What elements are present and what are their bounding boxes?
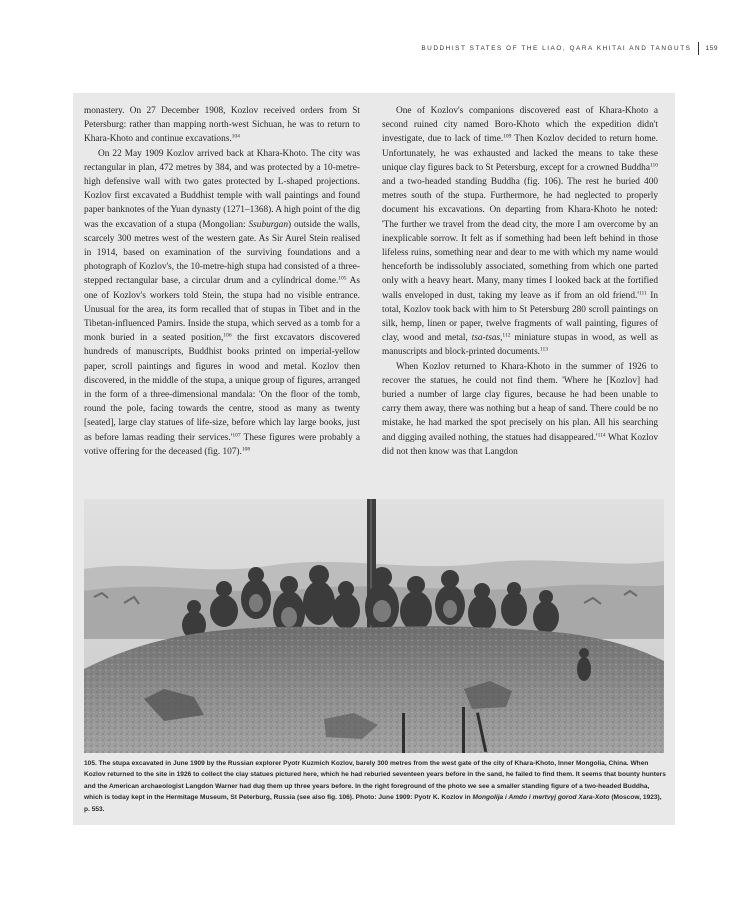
stupa-excavation-photo: [84, 499, 664, 753]
endnote-ref: 110: [649, 162, 658, 169]
endnote-ref: 114: [597, 432, 606, 439]
right-paragraph-1: One of Kozlov's companions discovered east of Khara-Khoto a second ruined city named Boro-Khoto which the expedition didn't investigate, due to lack of time.$^{109}$ Then Kozlov decided to return home. Unfortunately, he was exhausted and lacked the means to take these unique clay figures back to St Petersburg, except for a crowned Buddha$^{110}$ and a two-headed standing Buddha (fig. 106). The rest he buried 400 metres south of the stupa. Furthermore, he had neglected to properly document his excavations. On departing from Khara-Khoto he noted: 'The further we travel from the dead city, the more I am overcome by an inexplicable sorrow. It felt as if something had been left behind in those lifeless ruins, something near and dear to me with which my name would henceforth be indissolubly associated, something from which one parted only with a heavy heart. Many, many times I looked back at the fortified walls enveloped in dust, taking my leave as if from an old $friend.'^{111}$ In total, Kozlov took back with him to St Petersburg 280 scroll paintings on silk, hemp, linen or paper, twelve fragments of wall painting, figures of clay, wood and metal, tsa-tsas,$^{112}$ miniature stupas in wood, as well as manuscripts and block-printed documents.$^{113}$: [382, 106, 658, 358]
endnote-ref: 111: [638, 290, 647, 297]
endnote-ref: 109: [503, 133, 512, 140]
page-number: 159: [705, 45, 718, 52]
left-column: [84, 104, 360, 459]
photo-illustration: [84, 499, 664, 753]
running-title: BUDDHIST STATES OF THE LIAO, QARA KHITAI AND TANGUTS: [421, 45, 692, 52]
left-paragraph-1: monastery. On 27 December 1908, Kozlov received orders from St Petersburg: rather than mapping north-west Sichuan, he was to return to Khara-Khoto and continue excavations.$^{104}$: [84, 106, 360, 145]
endnote-ref: 113: [540, 346, 549, 353]
endnote-ref: 105: [338, 275, 347, 282]
right-paragraph-2: When Kozlov returned to Khara-Khoto in the summer of 1926 to recover the statues, he could not find them. 'Where he [Kozlov] had buried a number of large clay figures, because he had been unable to carry them away, there was nothing but a heap of sand. There could be no mistake, he had marked the spot precisely on his plan. All his searching and digging availed nothing, the statues had $disappeared.'^{114}$ What Kozlov did not then know was that Langdon: [382, 361, 659, 457]
running-header: [421, 42, 718, 55]
left-paragraph-2: On 22 May 1909 Kozlov arrived back at Khara-Khoto. The city was rectangular in plan, 472 metres by 384, and was protected by a 10-metre-high defensive wall with two gates protected by L-shaped projections. Kozlov first excavated a Buddhist temple with wall paintings and found paper banknotes of the Yuan dynasty (1271–1368). A high point of the dig was the excavation of a stupa (Mongolian: Ssuburgan) outside the walls, scarcely 300 metres west of the western gate. As Sir Aurel Stein realised in 1914, based on examination of the surviving foundations and a photograph of Kozlov's, the 10-metre-high stupa had consisted of a three-stepped rectangular base, a circular drum and a cylindrical dome.$^{105}$ As one of Kozlov's workers told Stein, the stupa had no visible entrance. Unusual for the area, its form recalled that of stupas in Tibet and in the Tibetan-influenced Pamirs. Inside the stupa, which served as a tomb for a monk buried in a seated position,$^{106}$ the first excavators discovered hundreds of manuscripts, Buddhist books printed on imperial-yellow paper, scroll paintings and figures in wood and metal. Kozlov then discovered, in the middle of the stupa, a unique group of figures, arranged in the form of a three-dimensional mandala: 'On the floor of the tomb, round the pole, facing towards the centre, stood as many as twenty [seated], large clay statues of life-size, before which lay large books, just as before lamas reading their $services.'^{107}$ These figures were probably a votive offering for the deceased (fig. 107).$^{108}$: [84, 148, 361, 457]
endnote-ref: 108: [241, 446, 251, 453]
endnote-ref: 112: [502, 332, 511, 339]
endnote-ref: 107: [232, 432, 241, 439]
endnote-ref: 104: [231, 133, 240, 140]
endnote-ref: 106: [223, 332, 232, 339]
right-column: [382, 104, 658, 459]
header-divider: [698, 42, 699, 55]
figure-caption: 105. The stupa excavated in June 1909 by the Russian explorer Pyotr Kuzmich Kozlov, barely 300 metres from the west gate of the city of Khara-Khoto, Inner Mongolia, China. When Kozlov returned to the site in 1926 to collect the clay statues pictured here, which he had reburied seventeen years before in the sand, he failed to find them. It seems that bounty hunters and the American archaeologist Langdon Warner had dug them up three years before. In the right foreground of the photo we see a smaller standing figure of a two-headed Buddha, which is today kept in the Hermitage Museum, St Peterburg, Russia (see also fig. 106). Photo: June 1909: Pyotr K. Kozlov in Mongolija i Amdo i mertvyj gorod Xara-Xoto (Moscow, 1923), p. 553.: [84, 760, 666, 813]
